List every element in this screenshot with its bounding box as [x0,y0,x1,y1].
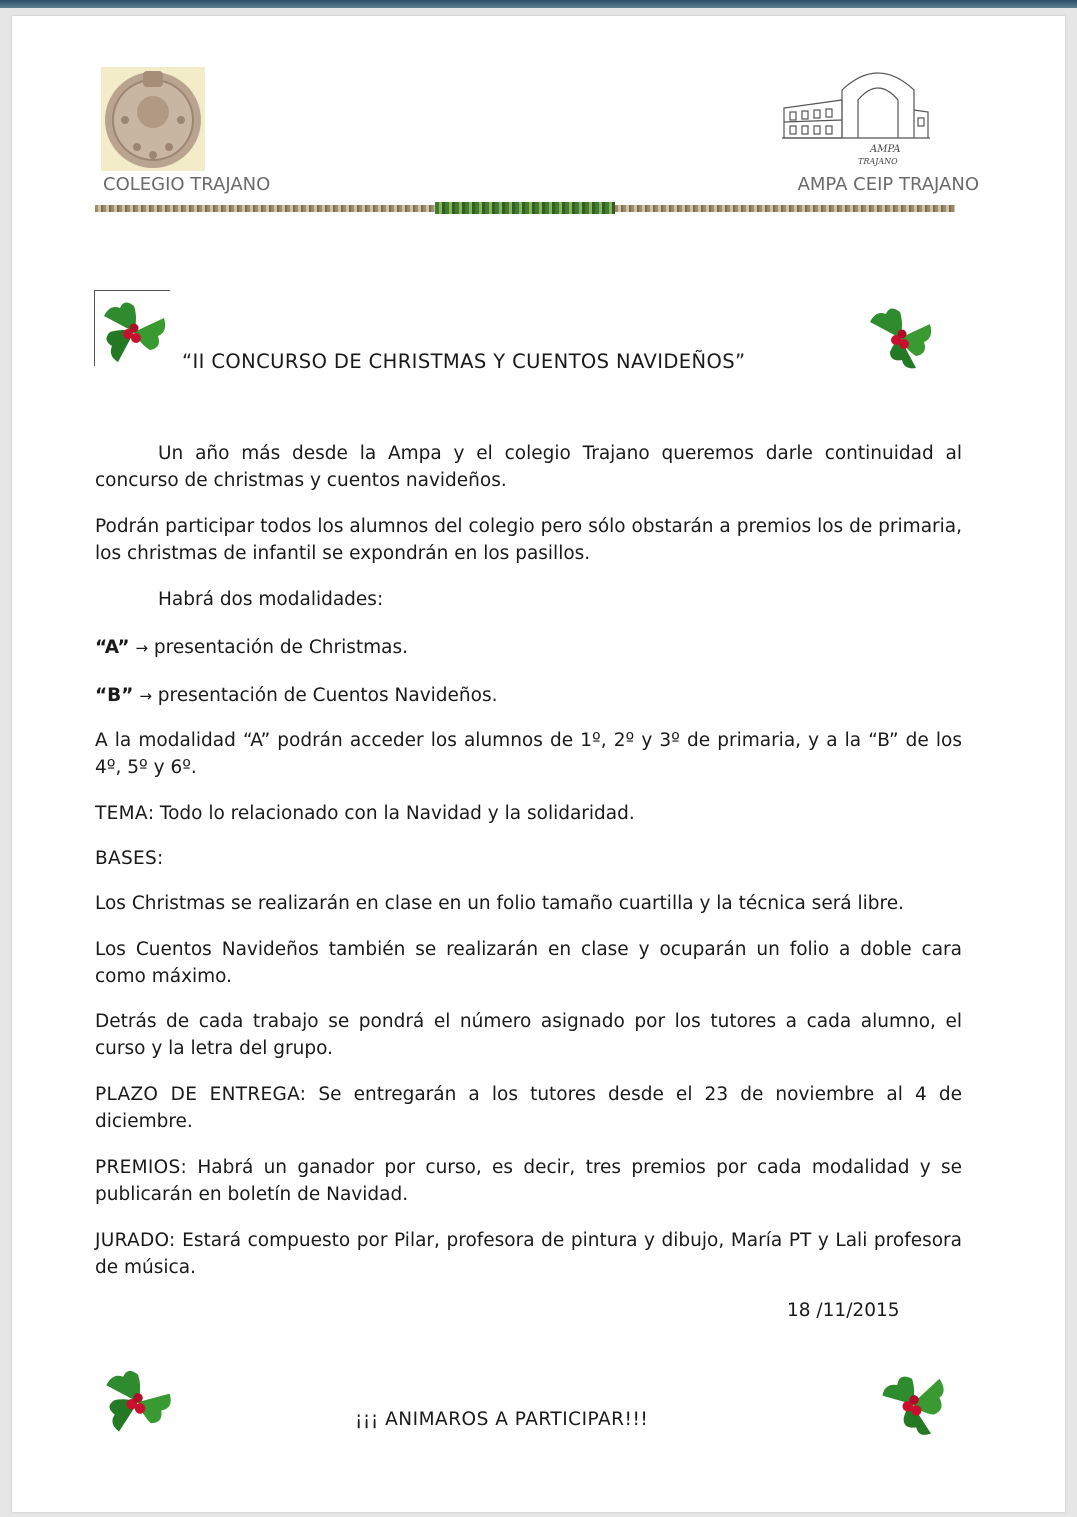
plazo-paragraph [95,1081,962,1135]
participation-paragraph: Podrán participar todos los alumnos del colegio pero sólo obstarán a premios los de primaria, los christmas de infantil se expondrán en los pasillos. [95,516,962,564]
modalities-heading: Habrá dos modalidades: [158,589,384,610]
document-title: “II CONCURSO DE CHRISTMAS Y CUENTOS NAVIDEÑOS” [182,350,746,373]
tema-label: TEMA [95,803,148,824]
intro-paragraph: Un año más desde la Ampa y el colegio Trajano queremos darle continuidad al concurso de christmas y cuentos navideños. [95,443,962,491]
school-seal-logo [101,67,205,171]
modality-b-text: presentación de Cuentos Navideños. [157,685,498,706]
bases-christmas-paragraph: Los Christmas se realizarán en clase en un folio tamaño cuartilla y la técnica será libre. [95,893,905,914]
plazo-text: Se entregarán a los tutores desde el 23 de noviembre al 4 de diciembre. [95,1084,962,1132]
header-decorative-rule [95,205,955,212]
modality-a-label: “A” [95,637,130,658]
modality-eligibility-paragraph: A la modalidad “A” podrán acceder los alumnos de 1º, 2º y 3º de primaria, y a la “B” de los 4º, 5º y 6º. [95,730,962,778]
holly-icon [94,290,170,366]
modality-a-text: presentación de Christmas. [153,637,408,658]
closing-call-to-action: ¡¡¡ ANIMAROS A PARTICIPAR!!! [355,1409,649,1430]
premios-paragraph [95,1154,962,1208]
jurado-label: JURADO: [95,1230,176,1251]
holly-icon [870,1360,946,1436]
modality-b-line [95,682,962,710]
holly-icon [94,1358,170,1434]
pine-garland-strip [435,202,615,214]
premios-label: PREMIOS: [95,1157,188,1178]
bases-heading: BASES: [95,848,164,869]
holly-icon [860,296,936,372]
ampa-building-logo [782,70,932,180]
jurado-text: Estará compuesto por Pilar, profesora de pintura y dibujo, María PT y Lali profesora de música. [95,1230,962,1278]
header-ampa-name: AMPA CEIP TRAJANO [797,174,979,195]
modality-a-line [95,634,962,662]
modality-b-label: “B” [95,685,134,706]
premios-text: Habrá un ganador por curso, es decir, tres premios por cada modalidad y se publicarán en boletín de Navidad. [95,1157,962,1205]
svg-text:AMPA: AMPA [870,144,901,155]
arrow-icon: → [135,639,149,657]
svg-text:TRAJANO: TRAJANO [858,157,898,166]
document-date: 18 /11/2015 [787,1300,900,1321]
jurado-paragraph [95,1227,962,1281]
plazo-label: PLAZO DE ENTREGA: [95,1084,307,1105]
tema-line [95,800,962,827]
tema-text: : Todo lo relacionado con la Navidad y la solidaridad. [147,803,635,824]
header-school-name: COLEGIO TRAJANO [103,174,271,195]
bases-numbering-paragraph: Detrás de cada trabajo se pondrá el número asignado por los tutores a cada alumno, el curso y la letra del grupo. [95,1011,962,1059]
bases-cuentos-paragraph: Los Cuentos Navideños también se realizarán en clase y ocuparán un folio a doble cara como máximo. [95,939,962,987]
window-top-bar [0,0,1077,8]
arrow-icon: → [139,687,152,705]
